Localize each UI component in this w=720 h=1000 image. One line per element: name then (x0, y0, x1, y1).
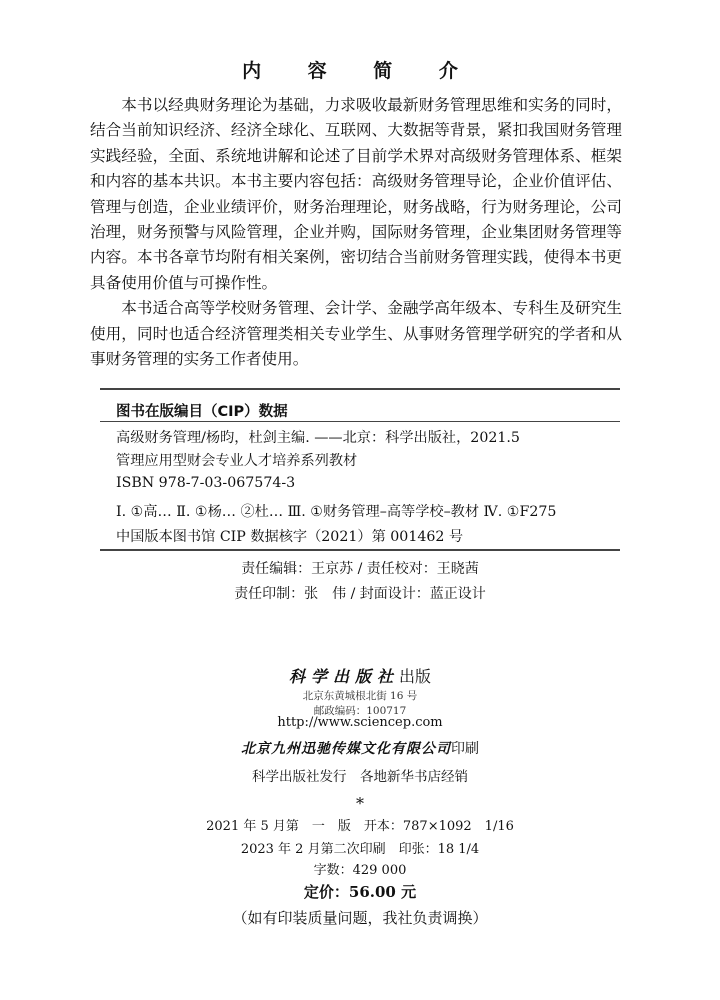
intro-paragraph-2: 本书适合高等学校财务管理、会计学、金融学高年级本、专科生及研究生使用，同时也适合经济管理类相关专业学生、从事财务管理学研究的学者和从事财务管理的实务工作者使用。 (90, 299, 622, 369)
edition-line-1: 2021 年 5 月第 一 版 开本：787×1092 1/16 (206, 819, 514, 834)
cip-bottom-rule (100, 549, 620, 551)
publisher-address: 北京东黄城根北街 16 号 (302, 690, 418, 702)
intro-paragraph-1: 本书以经典财务理论为基础，力求吸收最新财务管理思维和实务的同时，结合当前知识经济、经济全球化、互联网、大数据等背景，紧扣我国财务管理实践经验，全面、系统地讲解和论述了目前学术界对高级财务管理体系、框架和内容的基本共识。本书主要内容包括：高级财务管理导论，企业价值评估、管理与创造，企业业绩评价，财务治理理论，财务战略，行为财务理论，公司治理，财务预警与风险管理，企业并购，国际财务管理，企业集团财务管理等内容。本书各章节均附有相关案例，密切结合当前财务管理实践，使得本书更具备使用价值与可操作性。 (90, 96, 622, 292)
introduction (90, 93, 622, 372)
cip-heading: 图书在版编目（CIP）数据 (116, 404, 288, 420)
cip-isbn-line: ISBN 978-7-03-067574-3 (116, 475, 296, 491)
cip-top-rule (100, 388, 620, 390)
printer-name: 北京九州迅驰传媒文化有限公司 (241, 741, 451, 757)
price: 定价：56.00 元 (303, 883, 417, 901)
publisher-url: http://www.sciencep.com (277, 715, 443, 730)
publisher-logo-text: 科学出版社 (288, 667, 399, 686)
cip-series-line: 管理应用型财会专业人才培养系列教材 (116, 453, 358, 469)
edition-line-2: 2023 年 2 月第二次印刷 印张：18 1/4 (240, 842, 480, 857)
publisher-line (0, 664, 720, 687)
printer-suffix: 印刷 (451, 741, 479, 757)
quality-notice: （如有印装质量问题，我社负责调换） (232, 909, 488, 927)
distribution-line: 科学出版社发行 各地新华书店经销 (252, 769, 468, 785)
cip-classification-line: Ⅰ. ①高… Ⅱ. ①杨… ②杜… Ⅲ. ①财务管理–高等学校–教材 Ⅳ. ①F275 (116, 504, 557, 520)
cip-number-line: 中国版本图书馆 CIP 数据核字（2021）第 001462 号 (116, 529, 464, 545)
publisher-suffix: 出版 (399, 667, 432, 686)
printer-line (0, 738, 720, 758)
production-credits: 责任印制：张 伟 / 封面设计：蓝正设计 (234, 586, 486, 602)
page-title: 内 容 简 介 (242, 60, 478, 82)
word-count: 字数：429 000 (313, 863, 407, 878)
cip-title-line: 高级财务管理/杨昀，杜剑主编. ——北京：科学出版社，2021.5 (116, 430, 520, 446)
editor-credits: 责任编辑：王京苏 / 责任校对：王晓茜 (241, 561, 479, 577)
separator-star: * (356, 794, 364, 813)
publisher-postcode: 邮政编码：100717 (313, 705, 407, 717)
cip-heading-rule (100, 421, 620, 422)
